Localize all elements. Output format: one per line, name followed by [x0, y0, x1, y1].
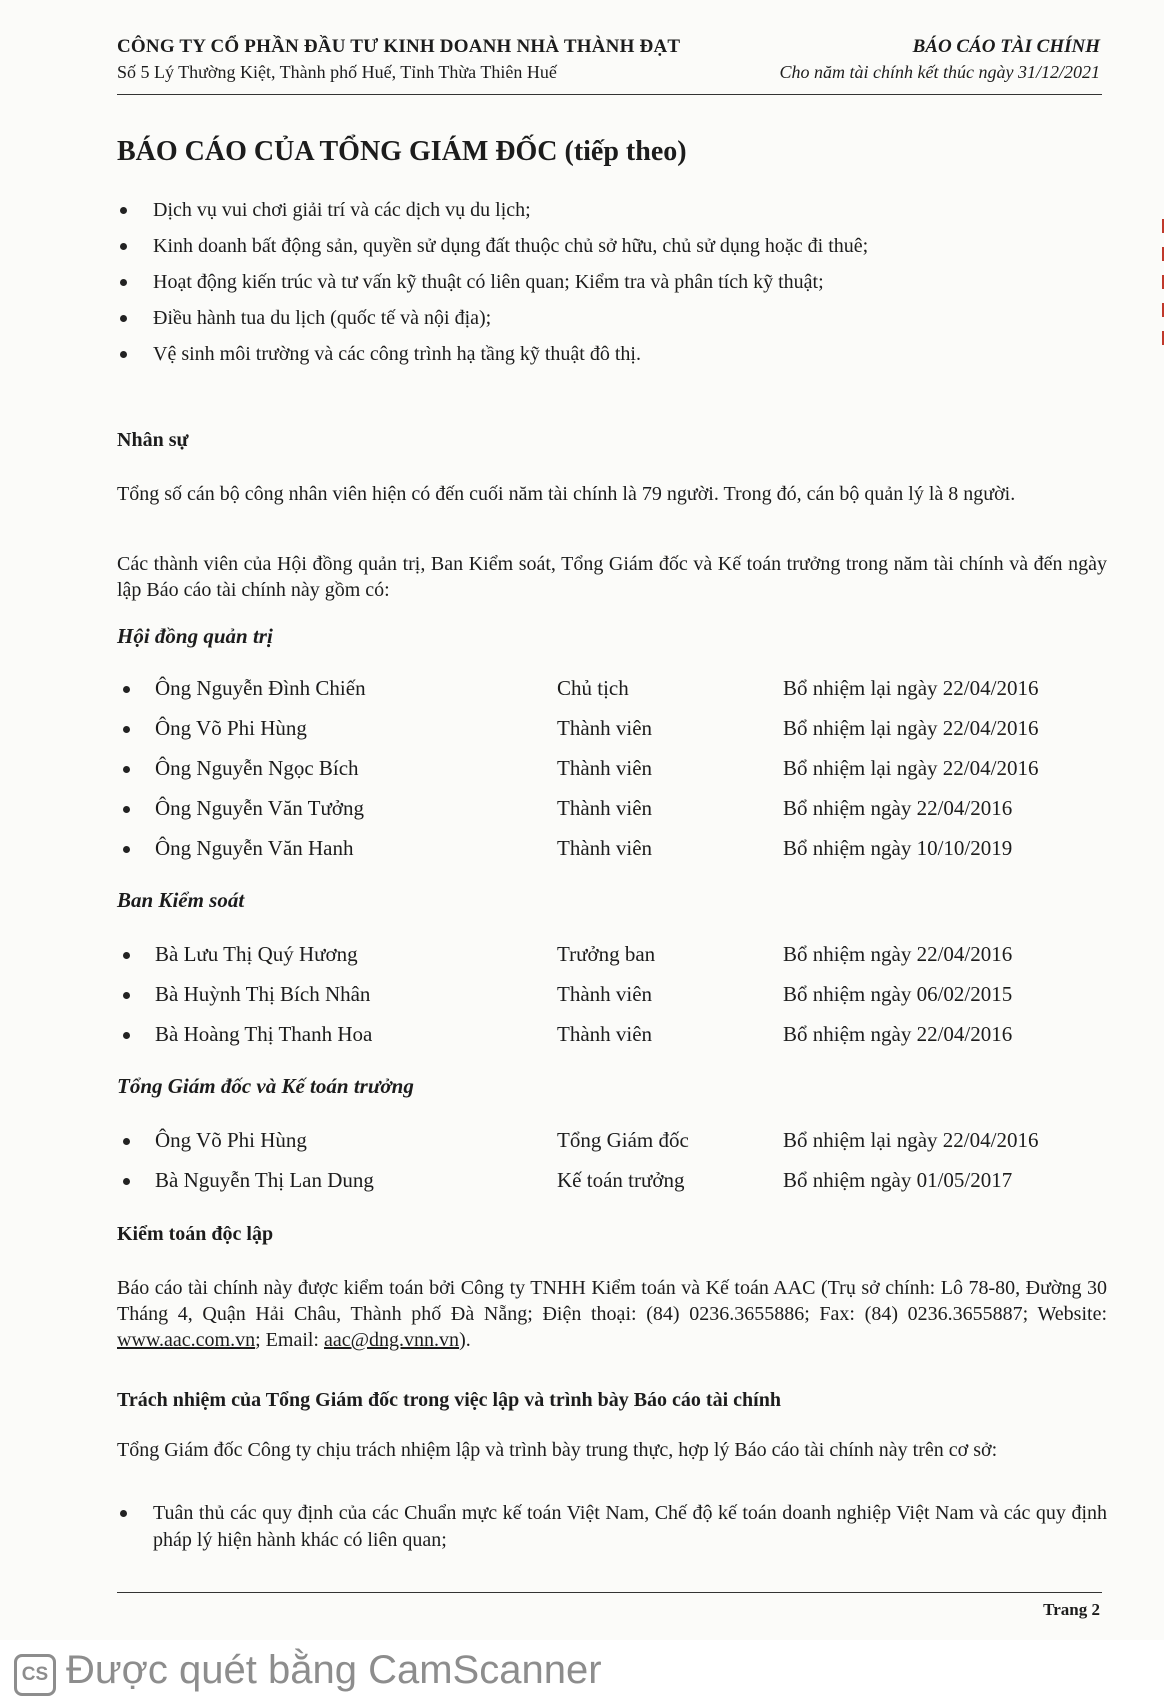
responsibility-text: Tổng Giám đốc Công ty chịu trách nhiệm lập và trình bày trung thực, hợp lý Báo cáo tài chính này trên cơ sở:: [117, 1439, 998, 1461]
member-appointment: Bổ nhiệm lại ngày 22/04/2016: [783, 676, 1039, 700]
bullet-icon: [123, 1032, 130, 1039]
staff-text: Tổng số cán bộ công nhân viên hiện có đến cuối năm tài chính là 79 người. Trong đó, cán bộ quản lý là 8 người.: [117, 483, 1016, 505]
table-row: [117, 752, 1107, 792]
bullet-icon: [123, 806, 130, 813]
table-row: [117, 1164, 1107, 1204]
board-table: [117, 672, 1107, 872]
member-appointment: Bổ nhiệm lại ngày 22/04/2016: [783, 756, 1039, 780]
page-title: BÁO CÁO CỦA TỔNG GIÁM ĐỐC (tiếp theo): [117, 136, 687, 167]
audit-text: Báo cáo tài chính này được kiểm toán bởi Công ty TNHH Kiểm toán và Kế toán AAC (Trụ sở chính: Lô 78-80, Đường 30 Tháng 4, Quận Hải Châu, Thành phố Đà Nẵng; Điện thoại: (84) 0236.3655886; Fax: (84) 0236.3655887; Website: www.aac.com.vn; Email: aac@dng.vnn.vn).: [117, 1277, 1107, 1351]
member-appointment: Bổ nhiệm ngày 22/04/2016: [783, 1022, 1013, 1046]
member-role: Thành viên: [557, 756, 653, 780]
member-appointment: Bổ nhiệm ngày 10/10/2019: [783, 836, 1013, 860]
staff-heading: Nhân sự: [117, 429, 189, 451]
member-name: Ông Nguyễn Đình Chiến: [155, 676, 366, 700]
member-name: Bà Nguyễn Thị Lan Dung: [155, 1168, 374, 1192]
responsibility-list: [117, 1500, 1107, 1554]
bullet-icon: [123, 992, 130, 999]
table-row: [117, 1124, 1107, 1164]
auditor-website-link[interactable]: www.aac.com.vn: [117, 1329, 256, 1351]
member-name: Ông Võ Phi Hùng: [155, 716, 307, 740]
company-address: Số 5 Lý Thường Kiệt, Thành phố Huế, Tỉnh Thừa Thiên Huế: [117, 62, 557, 82]
supervisory-heading: Ban Kiểm soát: [117, 888, 245, 912]
list-item: Tuân thủ các quy định của các Chuẩn mực kế toán Việt Nam, Chế độ kế toán doanh nghiệp Việt Nam và các quy định pháp lý hiện hành khác có liên quan;: [117, 1500, 1107, 1554]
bullet-icon: [123, 686, 130, 693]
report-period: Cho năm tài chính kết thúc ngày 31/12/2021: [779, 62, 1100, 82]
table-row: [117, 792, 1107, 832]
member-name: Bà Lưu Thị Quý Hương: [155, 942, 358, 966]
page-number: Trang 2: [1043, 1600, 1100, 1619]
table-row: [117, 672, 1107, 712]
business-lines-list: [117, 197, 1107, 368]
bullet-icon: [123, 846, 130, 853]
member-name: Ông Nguyễn Văn Tưởng: [155, 796, 364, 820]
member-appointment: Bổ nhiệm ngày 06/02/2015: [783, 982, 1013, 1006]
list-item: Vệ sinh môi trường và các công trình hạ tầng kỹ thuật đô thị.: [117, 341, 1107, 368]
member-appointment: Bổ nhiệm ngày 01/05/2017: [783, 1168, 1013, 1192]
member-role: Thành viên: [557, 796, 653, 820]
member-appointment: Bổ nhiệm lại ngày 22/04/2016: [783, 1128, 1039, 1152]
bullet-icon: [120, 207, 127, 214]
member-role: Thành viên: [557, 716, 653, 740]
bullet-icon: [123, 1138, 130, 1145]
member-appointment: Bổ nhiệm ngày 22/04/2016: [783, 796, 1013, 820]
audit-heading: Kiểm toán độc lập: [117, 1223, 274, 1245]
red-stamp-edge: [1150, 205, 1164, 405]
scanner-watermark: [0, 1640, 1164, 1703]
bullet-icon: [120, 315, 127, 322]
bullet-icon: [120, 243, 127, 250]
executives-table: [117, 1124, 1107, 1204]
member-name: Bà Hoàng Thị Thanh Hoa: [155, 1022, 373, 1046]
auditor-email-link[interactable]: aac@dng.vnn.vn: [324, 1329, 460, 1351]
bullet-icon: [123, 766, 130, 773]
bullet-icon: [120, 351, 127, 358]
supervisory-table: [117, 938, 1107, 1058]
member-role: Thành viên: [557, 836, 653, 860]
member-appointment: Bổ nhiệm lại ngày 22/04/2016: [783, 716, 1039, 740]
member-name: Bà Huỳnh Thị Bích Nhân: [155, 982, 371, 1006]
responsibility-heading: Trách nhiệm của Tổng Giám đốc trong việc lập và trình bày Báo cáo tài chính: [117, 1389, 781, 1411]
bullet-icon: [120, 279, 127, 286]
member-role: Kế toán trưởng: [557, 1168, 685, 1192]
bullet-icon: [120, 1510, 127, 1517]
executives-heading: Tổng Giám đốc và Kế toán trưởng: [117, 1074, 414, 1098]
member-name: Ông Võ Phi Hùng: [155, 1128, 307, 1152]
list-item: Điều hành tua du lịch (quốc tế và nội địa);: [117, 305, 1107, 332]
table-row: [117, 1018, 1107, 1058]
bullet-icon: [123, 726, 130, 733]
header-left: [117, 36, 680, 83]
member-role: Tổng Giám đốc: [557, 1128, 689, 1152]
scanner-caption: Được quét bằng CamScanner: [66, 1648, 602, 1692]
member-name: Ông Nguyễn Ngọc Bích: [155, 756, 359, 780]
member-name: Ông Nguyễn Văn Hanh: [155, 836, 354, 860]
list-item: Dịch vụ vui chơi giải trí và các dịch vụ du lịch;: [117, 197, 1107, 224]
header-divider: [117, 94, 1102, 95]
company-name: CÔNG TY CỔ PHẦN ĐẦU TƯ KINH DOANH NHÀ THÀNH ĐẠT: [117, 36, 681, 57]
board-heading: Hội đồng quản trị: [117, 624, 273, 648]
member-appointment: Bổ nhiệm ngày 22/04/2016: [783, 942, 1013, 966]
member-role: Chủ tịch: [557, 676, 629, 700]
list-item: Hoạt động kiến trúc và tư vấn kỹ thuật có liên quan; Kiểm tra và phân tích kỹ thuật;: [117, 269, 1107, 296]
table-row: [117, 712, 1107, 752]
table-row: [117, 938, 1107, 978]
table-row: [117, 832, 1107, 872]
member-role: Thành viên: [557, 1022, 653, 1046]
header-right: [780, 36, 1100, 83]
bullet-icon: [123, 1178, 130, 1185]
list-item: Kinh doanh bất động sản, quyền sử dụng đất thuộc chủ sở hữu, chủ sử dụng hoặc đi thuê;: [117, 233, 1107, 260]
member-role: Thành viên: [557, 982, 653, 1006]
table-row: [117, 978, 1107, 1018]
report-title: BÁO CÁO TÀI CHÍNH: [912, 36, 1100, 57]
bullet-icon: [123, 952, 130, 959]
members-intro: Các thành viên của Hội đồng quản trị, Ban Kiểm soát, Tổng Giám đốc và Kế toán trưởng trong năm tài chính và đến ngày lập Báo cáo tài chính này gồm có:: [117, 553, 1107, 601]
member-role: Trưởng ban: [557, 942, 656, 966]
camscanner-logo-icon: CS: [14, 1654, 56, 1696]
footer-divider: [117, 1592, 1102, 1593]
